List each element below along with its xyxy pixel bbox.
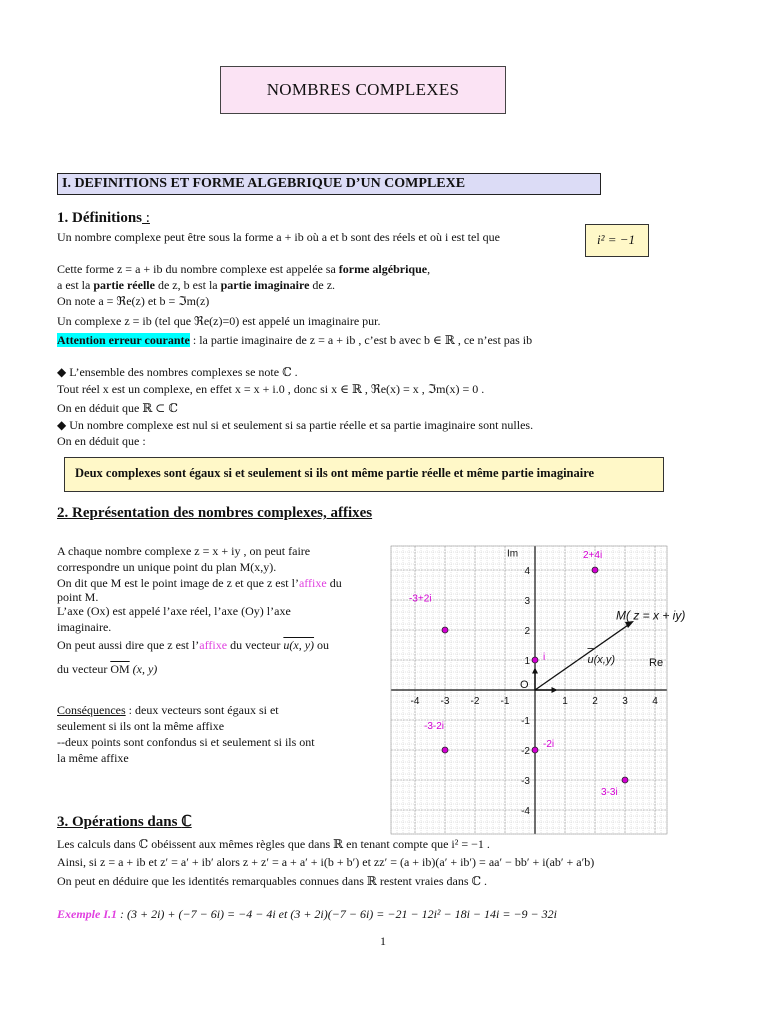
point-3-3i: [622, 777, 628, 783]
equality-definition-box: [64, 457, 664, 492]
algebraic-form-line: [57, 262, 430, 277]
subsection-definitions: [57, 210, 150, 227]
pure-imaginary-line: Un complexe z = ib (tel que ℜe(z)=0) est appelé un imaginaire pur.: [57, 314, 381, 328]
operations-line-2: Ainsi, si z = a + ib et z′ = a′ + ib′ alors z + z′ = a + a′ + i(b + b′) et zz′ = (a + ib)(a′ + ib′) = aa′ − bb′ + i(ab′ + a′b): [57, 855, 595, 869]
y-tick-label: 2: [524, 626, 530, 637]
point--2i: [532, 747, 538, 753]
real-part-prefix: a est la: [57, 278, 94, 292]
warning-label: Attention erreur courante: [57, 333, 190, 347]
y-tick-label: -2: [521, 746, 530, 757]
y-tick-label: 4: [524, 566, 530, 577]
consequences-label: Conséquences: [57, 703, 126, 717]
zero-complex-line: ◆ Un nombre complexe est nul si et seulement si sa partie réelle et sa partie imaginaire sont nulles.: [57, 418, 534, 432]
point-label: -2i: [543, 739, 555, 750]
x-tick-label: -4: [410, 696, 420, 707]
point-label: 3-3i: [601, 787, 618, 798]
notation-line: On note a = ℜe(z) et b = ℑm(z): [57, 294, 210, 308]
definition-line-1: Un nombre complexe peut être sous la forme a + ib où a et b sont des réels et où i est tel que: [57, 230, 500, 244]
x-tick-label: -2: [470, 696, 480, 707]
title-box: [220, 66, 506, 114]
arrow-head-icon: [552, 687, 558, 693]
point--3plus2i: [442, 627, 448, 633]
point-label: 2+4i: [583, 550, 603, 561]
set-notation-line: ◆ L’ensemble des nombres complexes se note ℂ .: [57, 365, 298, 379]
subsection-operations-title: 3. Opérations dans: [57, 814, 182, 830]
rep-line-1: A chaque nombre complexe z = x + iy , on peut faire: [57, 544, 311, 558]
rep-line-7-end: ou: [314, 638, 330, 652]
point-m-label: M( z = x + iy): [616, 608, 686, 623]
point-label: i: [543, 652, 546, 663]
rep-line-3-text: On dit que M est le point image de z et que z est l’: [57, 576, 299, 590]
section-title: I. DEFINITIONS ET FORME ALGEBRIQUE D’UN COMPLEXE: [62, 176, 466, 191]
rep-line-2: correspondre un unique point du plan M(x,y).: [57, 560, 277, 574]
rep-line-8-text: du vecteur: [57, 662, 111, 676]
example-label: Exemple I.1: [57, 907, 117, 921]
rep-line-3: [57, 575, 342, 591]
rep-line-3-end: du: [326, 576, 342, 590]
real-is-complex-line: Tout réel x est un complexe, en effet x = x + i.0 , donc si x ∈ ℝ , ℜe(x) = x , ℑm(x) = 0 .: [57, 382, 485, 396]
y-tick-label: -4: [521, 806, 530, 817]
y-tick-label: 1: [524, 656, 530, 667]
page-title: NOMBRES COMPLEXES: [266, 80, 460, 99]
affixe-term: affixe: [298, 576, 327, 590]
subsection-operations: [57, 812, 192, 831]
rep-line-4: point M.: [57, 590, 99, 604]
vector-om-arrow: [535, 623, 631, 690]
rep-line-7: [57, 637, 342, 653]
consequences-line-2: seulement si ils ont la même affixe: [57, 719, 225, 733]
x-tick-label: 3: [622, 696, 628, 707]
warning-text: : la partie imaginaire de z = a + ib , c’est b avec b ∈ ℝ , ce n’est pas ib: [189, 333, 533, 347]
subsection-definitions-title: 1. Définitions: [57, 210, 143, 226]
imaginary-axis-label: Im: [507, 548, 519, 560]
subsection-representation: [57, 505, 372, 522]
y-tick-label: 3: [524, 596, 530, 607]
affixe-term-2: affixe: [199, 638, 228, 652]
x-tick-label: -1: [500, 696, 510, 707]
y-tick-label: -1: [521, 716, 530, 727]
consequences-line-3: --deux points sont confondus si et seulement si ils ont: [57, 735, 315, 749]
real-imag-part-line: [57, 278, 335, 293]
algebraic-form-text: Cette forme z = a + ib du nombre complexe est appelée sa: [57, 262, 339, 276]
point-i: [532, 657, 538, 663]
equality-definition-text: Deux complexes sont égaux si et seulement si ils ont même partie réelle et même partie imaginaire: [75, 466, 595, 480]
origin-label: O: [520, 679, 529, 691]
x-tick-label: -3: [440, 696, 450, 707]
example-line: [57, 907, 557, 922]
consequences-line-1-text: : deux vecteurs sont égaux si et: [125, 703, 279, 717]
operations-line-3: On peut en déduire que les identités remarquables connues dans ℝ restent vraies dans ℂ .: [57, 874, 488, 888]
section-header: [57, 173, 601, 195]
page-number: 1: [380, 934, 386, 948]
algebraic-form-comma: ,: [427, 262, 431, 276]
real-axis-label: Re: [649, 657, 664, 669]
vector-u: u(x, y): [283, 638, 315, 652]
vector-u-label: u(x,y): [587, 654, 615, 666]
rep-line-7-text: On peut aussi dire que z est l’: [57, 638, 200, 652]
vector-om-coords: (x, y): [129, 662, 158, 676]
x-tick-label: 4: [652, 696, 658, 707]
algebraic-form-term: forme algébrique: [338, 262, 428, 276]
representation-text: [57, 543, 342, 677]
rep-line-8: [57, 661, 342, 677]
i-squared-box: [585, 224, 649, 257]
complex-plane: [397, 540, 686, 830]
vector-om: $\overline{OM}$: [110, 662, 130, 676]
inclusion-line: On en déduit que ℝ ⊂ ℂ: [57, 401, 178, 415]
operations-set-symbol: ℂ: [181, 814, 192, 830]
point--3-2i: [442, 747, 448, 753]
point-2plus4i: [592, 567, 598, 573]
rep-line-5: L’axe (Ox) est appelé l’axe réel, l’axe (Oy) l’axe: [57, 604, 291, 618]
imag-part-suffix: de z.: [309, 278, 336, 292]
i-squared-equation: i² = −1: [597, 232, 636, 247]
consequences-line-1: [57, 702, 315, 718]
consequences-line-4: la même affixe: [57, 751, 129, 765]
point-label: -3+2i: [409, 593, 432, 605]
y-tick-label: -3: [521, 776, 530, 787]
point-label: -3-2i: [424, 721, 445, 732]
subsection-definitions-colon: :: [142, 210, 150, 226]
deduction-line: On en déduit que :: [57, 434, 146, 448]
x-tick-label: 1: [562, 696, 568, 707]
warning-line: [57, 333, 532, 348]
x-tick-label: 2: [592, 696, 598, 707]
operations-line-1: Les calculs dans ℂ obéissent aux mêmes règles que dans ℝ en tenant compte que i² = −1 .: [57, 837, 490, 851]
consequences-text: [57, 702, 315, 766]
imag-part-prefix: de z, b est la: [154, 278, 221, 292]
rep-line-6: imaginaire.: [57, 620, 112, 634]
real-part-term: partie réelle: [93, 278, 155, 292]
rep-line-7-mid: du vecteur: [227, 638, 284, 652]
arrow-head-icon: [532, 668, 538, 674]
subsection-representation-title: 2. Représentation des nombres complexes, affixes: [57, 505, 373, 521]
example-text: : (3 + 2i) + (−7 − 6i) = −4 − 4i et (3 + 2i)(−7 − 6i) = −21 − 12i² − 18i − 14i = −9 − 32i: [117, 907, 557, 921]
imag-part-term: partie imaginaire: [220, 278, 310, 292]
